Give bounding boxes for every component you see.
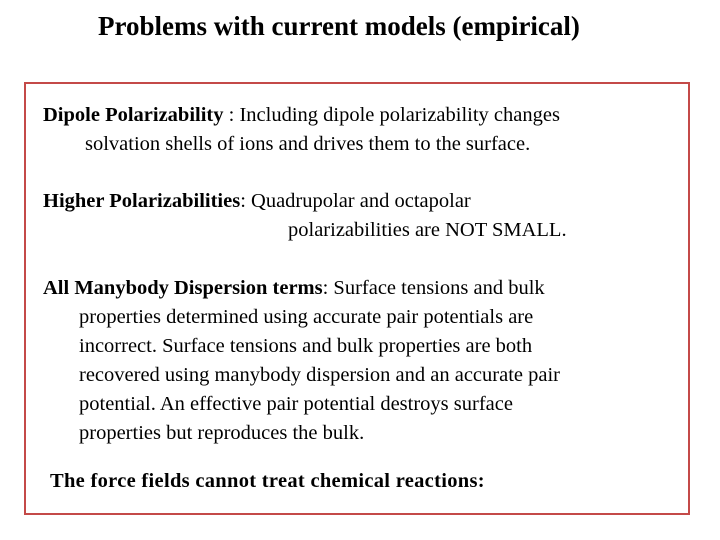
slide-title: Problems with current models (empirical) xyxy=(98,11,580,41)
higher-polarizabilities-paragraph xyxy=(43,187,567,245)
higher-line-1 xyxy=(43,187,567,216)
manybody-line-1-text: : Surface tensions and bulk xyxy=(322,277,545,299)
reactions-line: The force fields cannot treat chemical reactions: xyxy=(50,470,485,492)
dipole-lead: Dipole Polarizability xyxy=(43,104,224,126)
dipole-polarizability-paragraph xyxy=(43,101,560,159)
higher-line-2: polarizabilities are NOT SMALL. xyxy=(288,219,567,241)
higher-lead: Higher Polarizabilities xyxy=(43,190,241,212)
higher-line-1-text: : Quadrupolar and octapolar xyxy=(240,190,471,212)
dipole-line-1 xyxy=(43,101,560,130)
manybody-line-3: incorrect. Surface tensions and bulk properties are both xyxy=(79,335,533,357)
dipole-line-1-text: : Including dipole polarizability changes xyxy=(223,104,560,126)
manybody-line-2: properties determined using accurate pair potentials are xyxy=(79,306,534,328)
manybody-dispersion-paragraph xyxy=(43,274,560,448)
manybody-line-5: potential. An effective pair potential destroys surface xyxy=(79,393,513,415)
manybody-lead: All Manybody Dispersion terms xyxy=(43,277,323,299)
manybody-line-4: recovered using manybody dispersion and an accurate pair xyxy=(79,364,560,386)
chemical-reactions-paragraph xyxy=(50,467,485,496)
dipole-line-2: solvation shells of ions and drives them to the surface. xyxy=(85,133,531,155)
manybody-line-6: properties but reproduces the bulk. xyxy=(79,422,365,444)
manybody-line-1 xyxy=(43,274,560,303)
